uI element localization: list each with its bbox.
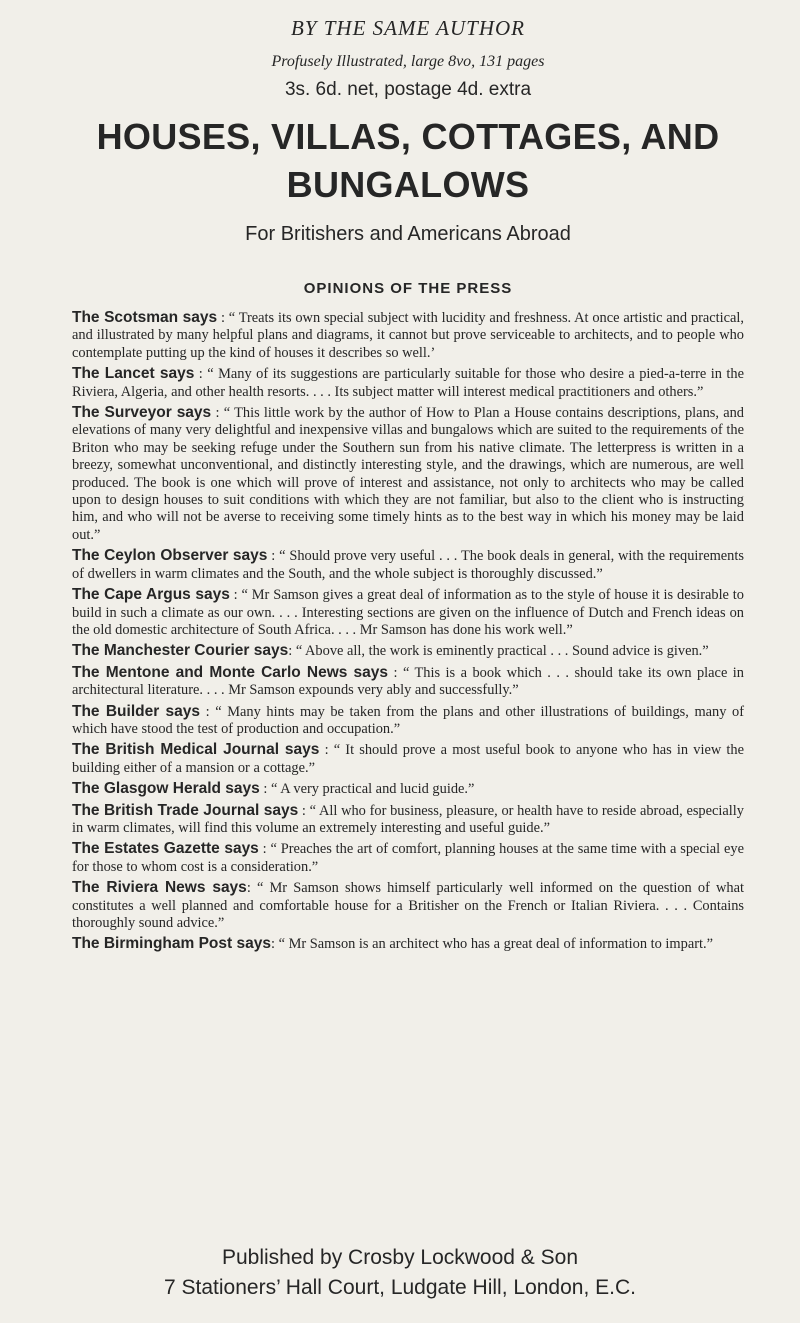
review-source: The British Medical Journal says <box>72 741 320 759</box>
review-birmingham-post <box>72 935 744 953</box>
book-title-line-2: BUNGALOWS <box>286 164 530 205</box>
review-source: The Glasgow Herald says <box>72 780 260 798</box>
review-surveyor <box>72 404 744 544</box>
review-separator: : <box>200 703 216 720</box>
review-separator: : <box>288 643 296 660</box>
review-source: The British Trade Journal says <box>72 801 299 819</box>
review-separator: : <box>388 664 403 681</box>
review-source: The Manchester Courier says <box>72 642 289 660</box>
review-builder <box>72 703 744 739</box>
review-source: The Birmingham Post says <box>72 935 271 953</box>
review-quote: “ Mr Samson shows himself particularly well informed on the question of what constitutes a well planned and comfortable house for a Britisher on the French or Italian Riviera. . . . Contains thoroughly sound advice.” <box>72 880 744 931</box>
review-quote: “ It should prove a most useful book to anyone who has in view the building either of a mansion or a cottage.” <box>72 742 744 776</box>
review-scotsman <box>72 309 744 362</box>
review-source: The Ceylon Observer says <box>72 547 268 565</box>
review-quote: “ Above all, the work is eminently practical . . . Sound advice is given.” <box>295 643 709 660</box>
review-separator: : <box>258 841 271 858</box>
review-separator: : <box>211 405 224 422</box>
review-separator: : <box>270 936 279 953</box>
review-separator: : <box>267 548 280 565</box>
review-source: The Builder says <box>72 702 201 720</box>
review-quote: “ Mr Samson gives a great deal of information as to the style of house it is desirable to build in such a climate as our own. . . . Interesting sections are given on the influence of Dutch and French ideas on the old domestic architecture of South Africa. . . . Mr Samson has done his work well.” <box>72 587 744 638</box>
book-description: Profusely Illustrated, large 8vo, 131 pages <box>271 53 545 70</box>
review-mentone-monte-carlo-news <box>72 664 744 700</box>
review-ceylon-observer <box>72 547 744 583</box>
review-quote: “ Should prove very useful . . . The book deals in general, with the requirements of dwellers in warm climates and the South, and the whole subject is thoroughly discussed.” <box>72 548 744 582</box>
press-heading: OPINIONS OF THE PRESS <box>303 280 513 297</box>
review-separator: : <box>194 366 208 383</box>
review-separator: : <box>217 310 229 326</box>
review-british-medical-journal <box>72 741 744 777</box>
review-separator: : <box>229 587 242 604</box>
review-separator: : <box>319 742 334 759</box>
book-price: 3s. 6d. net, postage 4d. extra <box>284 79 532 100</box>
review-manchester-courier <box>72 642 744 660</box>
review-estates-gazette <box>72 840 744 876</box>
review-quote: “ Mr Samson is an architect who has a great deal of information to impart.” <box>278 936 713 953</box>
review-source: The Cape Argus says <box>72 586 230 604</box>
review-source: The Mentone and Monte Carlo News says <box>72 663 389 681</box>
review-source: The Scotsman says <box>72 309 218 326</box>
press-reviews <box>72 309 744 954</box>
review-quote: “ A very practical and lucid guide.” <box>271 781 475 798</box>
publisher-address: 7 Stationers’ Hall Court, Ludgate Hill, London, E.C. <box>164 1276 636 1299</box>
book-subtitle: For Britishers and Americans Abroad <box>245 223 571 245</box>
review-quote: “ Treats its own special subject with lucidity and freshness. At once artistic and practical, and illustrated by many helpful plans and diagrams, it cannot but prove serviceable to architects, and to people who contemplate putting up the kind of houses it describes so well.’ <box>72 310 745 361</box>
review-quote: “ Preaches the art of comfort, planning houses at the same time with a special eye for those to whom cost is a consideration.” <box>72 841 744 875</box>
by-same-author-heading: BY THE SAME AUTHOR <box>290 16 526 40</box>
review-separator: : <box>298 802 310 819</box>
review-quote: “ Many hints may be taken from the plans and other illustrations of buildings, many of which have stood the test of production and occupation.” <box>72 703 744 737</box>
review-glasgow-herald <box>72 780 744 798</box>
review-quote: “ All who for business, pleasure, or health have to reside abroad, especially in warm climates, will find this volume an extremely interesting and useful guide.” <box>72 802 744 836</box>
book-title <box>72 113 744 209</box>
book-title-line-1: HOUSES, VILLAS, COTTAGES, AND <box>96 116 720 157</box>
review-separator: : <box>246 880 257 897</box>
review-british-trade-journal <box>72 802 744 838</box>
review-cape-argus <box>72 586 744 639</box>
review-separator: : <box>259 781 271 798</box>
review-quote: “ This little work by the author of How to Plan a House contains descriptions, plans, and elevations of many very delightful and inexpensive villas and bungalows which are suited to the requirements of the Briton who may be seeking refuge under the Southern sun from his native climate. The letterpress is written in a breezy, somewhat unconventional, and distinctly interesting style, and the drawings, which are numerous, are well produced. The book is one which will prove of interest and assistance, not only to architects who may be called upon to design houses to suit conditions with which they are not familiar, but also to the client who is instructing him, and who will not be averse to receiving some timely hints as to the best way in which his money may be laid out.” <box>72 405 744 543</box>
review-lancet <box>72 365 744 401</box>
review-quote: “ This is a book which . . . should take its own place in architectural literature. . . . Mr Samson expounds very ably and successfully.” <box>72 664 744 699</box>
publisher-line: Published by Crosby Lockwood & Son <box>221 1246 579 1269</box>
review-source: The Estates Gazette says <box>72 840 259 858</box>
review-source: The Lancet says <box>72 365 195 383</box>
review-riviera-news <box>72 879 744 932</box>
review-source: The Riviera News says <box>72 879 247 897</box>
review-quote: “ Many of its suggestions are particularly suitable for those who desire a pied-a-terre in the Riviera, Algeria, and other health resorts. . . . Its subject matter will interest medical practitioners and others.” <box>72 366 745 400</box>
review-source: The Surveyor says <box>72 404 212 422</box>
